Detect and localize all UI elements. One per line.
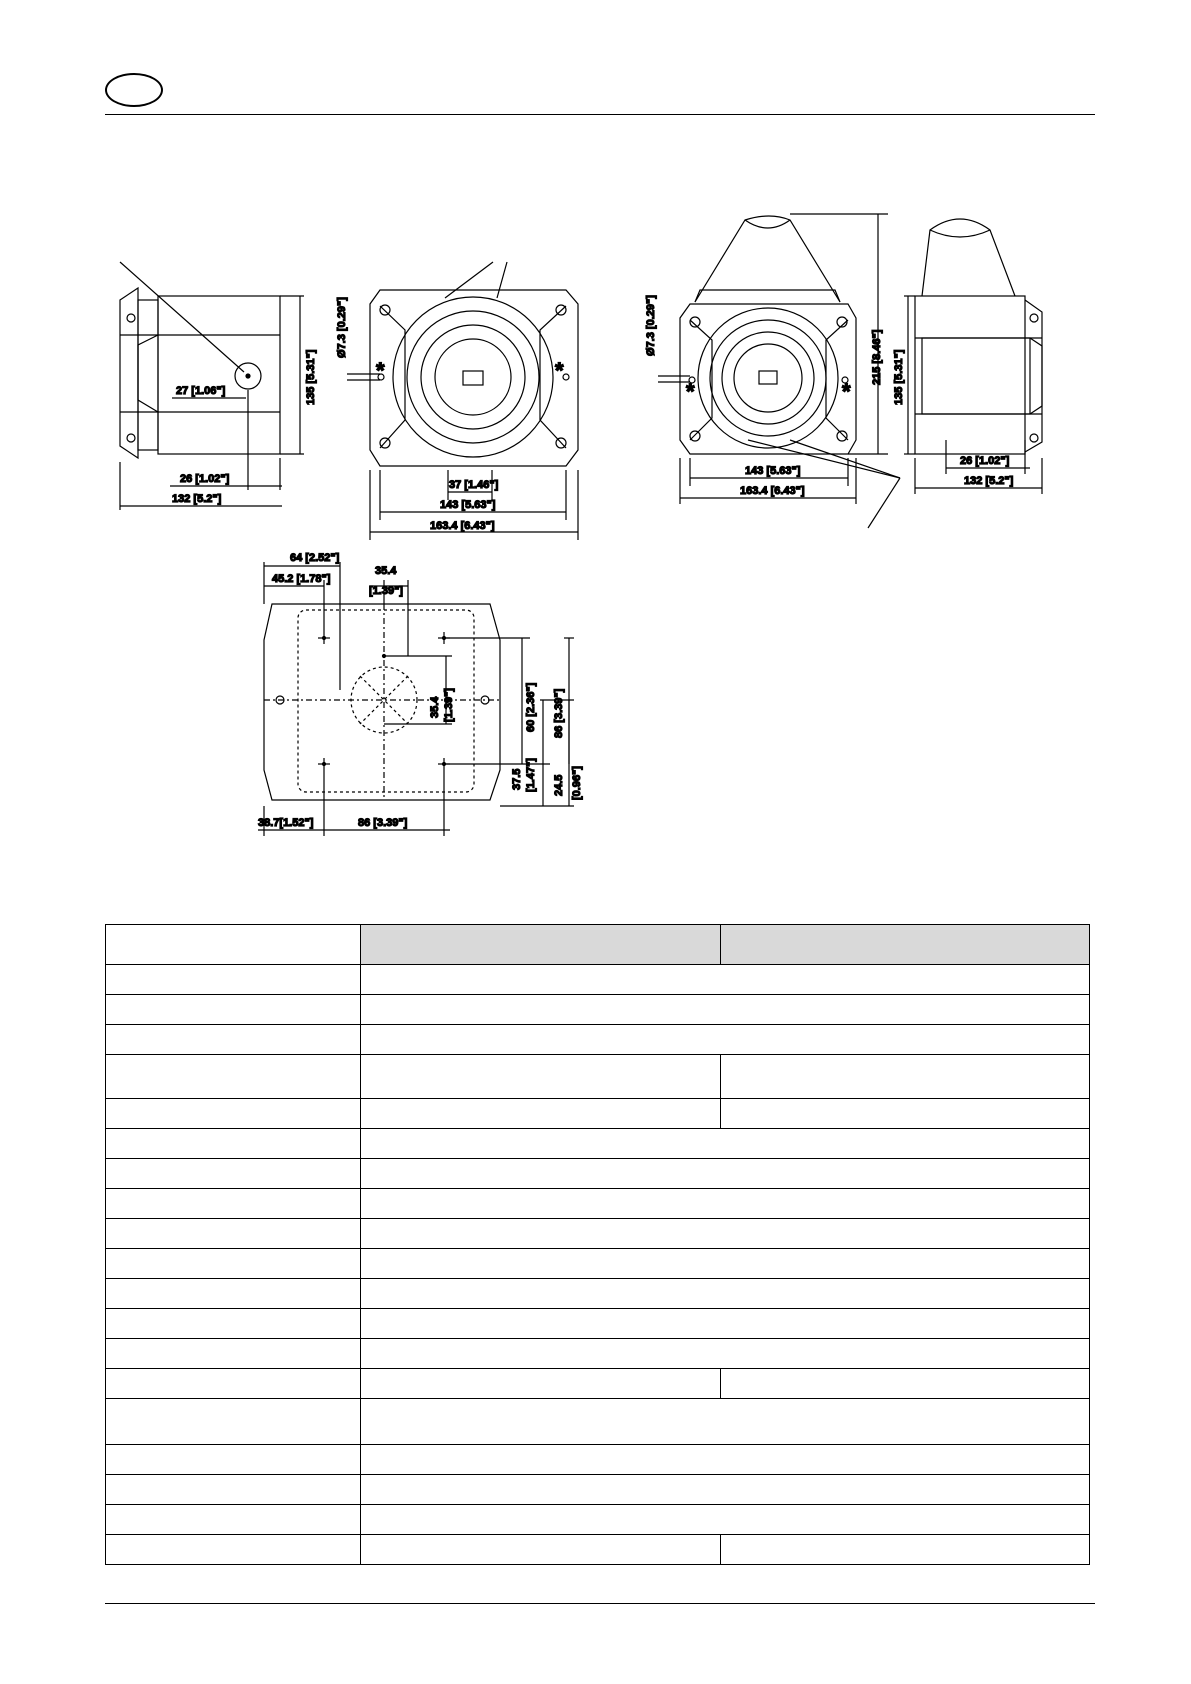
- dim-label: 27 [1.06"]: [176, 385, 226, 397]
- table-row: [106, 1369, 1090, 1399]
- dim-label: 163.4 [6.43"]: [430, 520, 495, 532]
- dim-label: 35.4: [375, 565, 397, 577]
- marker-asterisk: *: [686, 379, 695, 404]
- table-row: [106, 1099, 1090, 1129]
- spec-table: [105, 924, 1090, 1565]
- table-row: [106, 1279, 1090, 1309]
- value-cell: [361, 1309, 1090, 1339]
- row-label-cell: [106, 1025, 361, 1055]
- row-label-cell: [106, 1399, 361, 1445]
- dim-label: 135 [5.31"]: [893, 349, 905, 405]
- dim-label: [1.39"]: [443, 688, 455, 722]
- value-cell: [361, 1399, 1090, 1445]
- table-row: [106, 1309, 1090, 1339]
- dim-label: 132 [5.2"]: [964, 475, 1014, 487]
- value-cell: [721, 1535, 1090, 1565]
- dim-label: 60 [2.36"]: [525, 682, 537, 732]
- dim-label: 143 [5.63"]: [440, 499, 496, 511]
- front-view-horn: [658, 214, 900, 528]
- table-row: [106, 995, 1090, 1025]
- row-label-cell: [106, 1445, 361, 1475]
- value-cell: [361, 1505, 1090, 1535]
- table-row: [106, 1055, 1090, 1099]
- marker-asterisk: *: [842, 379, 851, 404]
- dim-label: 86 [3.39"]: [358, 817, 408, 829]
- dim-label: 26 [1.02"]: [960, 455, 1010, 467]
- row-label-cell: [106, 925, 361, 965]
- value-cell: [361, 925, 721, 965]
- value-cell: [361, 1445, 1090, 1475]
- row-label-cell: [106, 1369, 361, 1399]
- dim-label: 35.4: [429, 696, 441, 718]
- dim-label: [0.96"]: [571, 766, 583, 800]
- dim-label: [1.39"]: [369, 585, 403, 597]
- row-label-cell: [106, 1505, 361, 1535]
- table-row: [106, 1505, 1090, 1535]
- dim-label: 135 [5.31"]: [305, 349, 317, 405]
- row-label-cell: [106, 1189, 361, 1219]
- row-label-cell: [106, 995, 361, 1025]
- value-cell: [361, 1099, 721, 1129]
- row-label-cell: [106, 1055, 361, 1099]
- value-cell: [361, 1129, 1090, 1159]
- right-side-view: [904, 219, 1042, 494]
- table-row: [106, 1475, 1090, 1505]
- table-row: [106, 1219, 1090, 1249]
- dim-label: 64 [2.52"]: [290, 552, 340, 564]
- value-cell: [721, 1055, 1090, 1099]
- table-row: [106, 1159, 1090, 1189]
- row-label-cell: [106, 1249, 361, 1279]
- table-row: [106, 1445, 1090, 1475]
- dim-label: 37 [1.46"]: [449, 479, 499, 491]
- table-row: [106, 1249, 1090, 1279]
- table-row: [106, 965, 1090, 995]
- dim-label: [1.47"]: [525, 758, 537, 792]
- value-cell: [361, 1475, 1090, 1505]
- marker-asterisk: *: [555, 358, 564, 383]
- row-label-cell: [106, 1339, 361, 1369]
- value-cell: [361, 1159, 1090, 1189]
- value-cell: [361, 1189, 1090, 1219]
- value-cell: [361, 1369, 721, 1399]
- table-row: [106, 1189, 1090, 1219]
- table-row: [106, 1339, 1090, 1369]
- dim-label: 86 [3.39"]: [553, 688, 565, 738]
- footer-rule: [105, 1603, 1095, 1604]
- row-label-cell: [106, 1159, 361, 1189]
- row-label-cell: [106, 1219, 361, 1249]
- value-cell: [361, 1535, 721, 1565]
- table-row: [106, 1535, 1090, 1565]
- marker-asterisk: *: [376, 358, 385, 383]
- value-cell: [361, 1279, 1090, 1309]
- value-cell: [361, 1339, 1090, 1369]
- dim-label: 163.4 [6.43"]: [740, 485, 805, 497]
- dim-label: Ø7.3 [0.29"]: [336, 297, 348, 358]
- dim-label: 24.5: [553, 774, 565, 796]
- value-cell: [361, 965, 1090, 995]
- row-label-cell: [106, 1309, 361, 1339]
- row-label-cell: [106, 1129, 361, 1159]
- row-label-cell: [106, 1535, 361, 1565]
- value-cell: [361, 1055, 721, 1099]
- dim-label: 37.5: [511, 768, 523, 790]
- row-label-cell: [106, 965, 361, 995]
- dim-label: 26 [1.02"]: [180, 473, 230, 485]
- table-row: [106, 925, 1090, 965]
- value-cell: [361, 1249, 1090, 1279]
- row-label-cell: [106, 1099, 361, 1129]
- row-label-cell: [106, 1279, 361, 1309]
- value-cell: [721, 925, 1090, 965]
- value-cell: [361, 1219, 1090, 1249]
- dim-label: 45.2 [1.78"]: [272, 573, 331, 585]
- dim-label: 143 [5.63"]: [745, 465, 801, 477]
- value-cell: [721, 1369, 1090, 1399]
- dim-label: 132 [5.2"]: [172, 493, 222, 505]
- dim-label: 215 [8.46"]: [871, 329, 883, 385]
- table-row: [106, 1129, 1090, 1159]
- dim-label: 38.7[1.52"]: [258, 817, 314, 829]
- value-cell: [361, 1025, 1090, 1055]
- row-label-cell: [106, 1475, 361, 1505]
- dim-label: Ø7.3 [0.29"]: [645, 295, 657, 356]
- table-row: [106, 1025, 1090, 1055]
- value-cell: [721, 1099, 1090, 1129]
- value-cell: [361, 995, 1090, 1025]
- table-row: [106, 1399, 1090, 1445]
